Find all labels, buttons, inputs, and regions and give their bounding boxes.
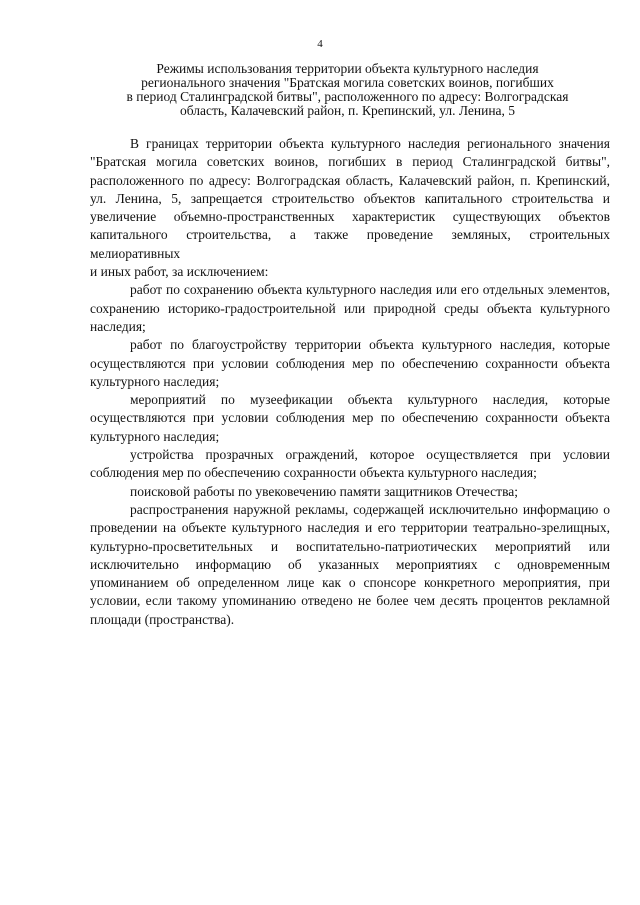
list-item: мероприятий по музеефикации объекта культурного наследия, которые осуществляются при условии соблюдения мер по обеспечению сохранности объекта культурного наследия; [90,392,610,444]
title-line: регионального значения "Братская могила советских воинов, погибших [141,75,554,90]
list-item: работ по сохранению объекта культурного наследия или его отдельных элементов, сохранению историко-градостроительной или природной среды объекта культурного наследия; [90,282,610,334]
list-item: распространения наружной рекламы, содержащей исключительно информацию о проведении на объекте культурного наследия и его территории театрально-зрелищных, культурно-просветительных и воспитательно-патриотических мероприятий или исключительно информацию об указанных мероприятиях с одновременным упоминанием об определенном лице как о спонсоре конкретного мероприятия, при условии, если такому упоминанию отведено не более чем десять процентов рекламной площади (пространства). [90,501,610,627]
title-line: область, Калачевский район, п. Крепинский, ул. Ленина, 5 [179,103,516,118]
title-line: в период Сталинградской битвы", расположенного по адресу: Волгоградская [126,89,569,104]
document-body [90,135,610,629]
title-line: Режимы использования территории объекта культурного наследия [156,61,539,76]
intro-paragraph-end: и иных работ, за исключением: [90,264,269,280]
intro-paragraph: В границах территории объекта культурного наследия регионального значения "Братская могила советских воинов, погибших в период Сталинградской битвы", расположенного по адресу: Волгоградская область, Калачевский район, п. Крепинский, ул. Ленина, 5, запрещается строительство объектов капитального строительства и увеличение объемно-пространственных характеристик существующих объектов капитального строительства, а также проведение земляных, строительных мелиоративных [90,136,610,261]
page-number: 4 [317,38,323,50]
list-item: устройства прозрачных ограждений, которое осуществляется при условии соблюдения мер по обеспечению сохранности объекта культурного наследия; [90,447,610,481]
document-title [95,62,600,118]
list-item: работ по благоустройству территории объекта культурного наследия, которые осуществляются при условии соблюдения мер по обеспечению сохранности объекта культурного наследия; [90,337,610,389]
list-item: поисковой работы по увековечению памяти защитников Отечества; [130,483,519,499]
